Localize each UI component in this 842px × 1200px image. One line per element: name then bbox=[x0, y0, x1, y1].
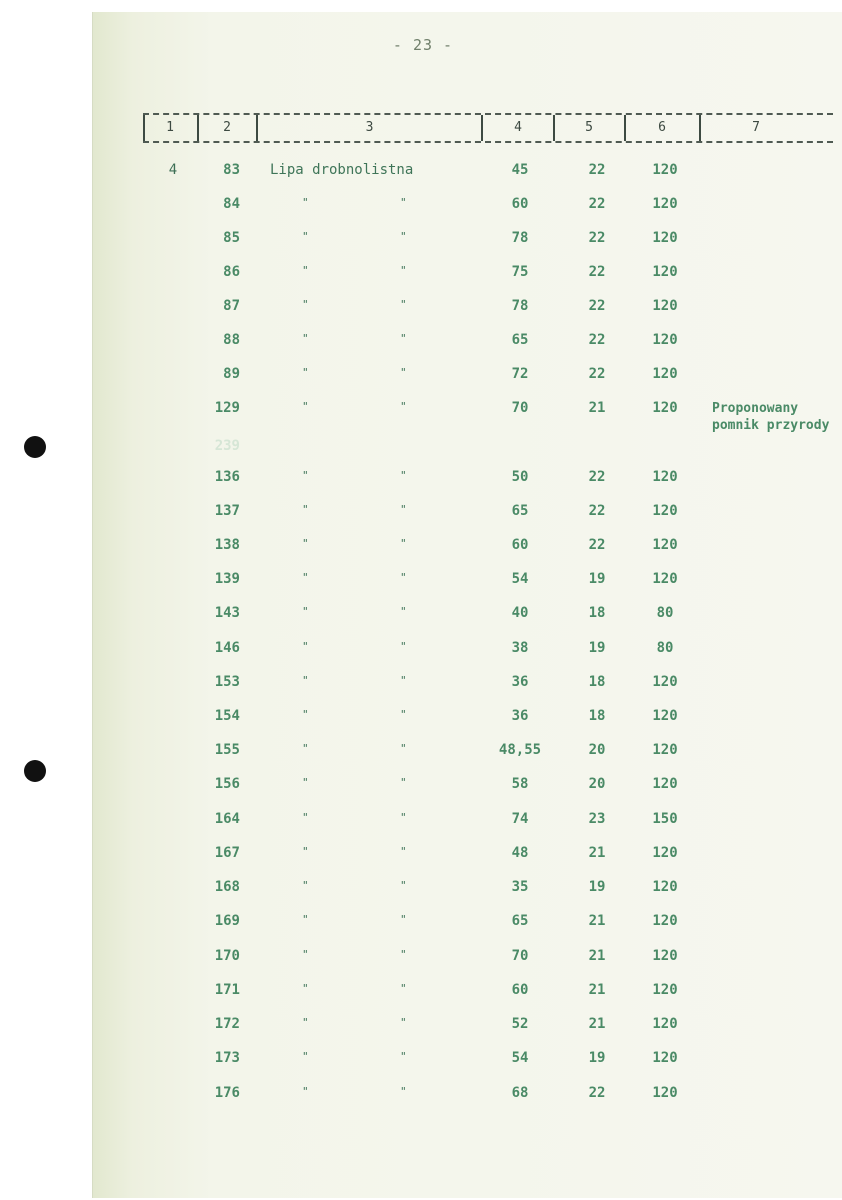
cell-col-5: 22 bbox=[588, 537, 606, 553]
ditto-mark-genus: " bbox=[302, 1016, 309, 1029]
cell-col-4: 60 bbox=[511, 982, 529, 998]
cell-col-2: 171 bbox=[214, 982, 240, 998]
table-row bbox=[0, 811, 842, 833]
ditto-mark-species: " bbox=[400, 537, 407, 550]
cell-col-6: 120 bbox=[652, 776, 678, 792]
cell-col-5: 19 bbox=[588, 879, 606, 895]
table-row bbox=[0, 776, 842, 798]
cell-col-5: 21 bbox=[588, 913, 606, 929]
cell-col-6: 120 bbox=[652, 1016, 678, 1032]
cell-col-2: 89 bbox=[223, 366, 240, 382]
header-col-1: 1 bbox=[166, 120, 174, 135]
ditto-mark-species: " bbox=[400, 1050, 407, 1063]
cell-col-6: 120 bbox=[652, 366, 678, 382]
cell-col-2: 172 bbox=[214, 1016, 240, 1032]
ditto-mark-genus: " bbox=[302, 982, 309, 995]
cell-col-2: 155 bbox=[214, 742, 240, 758]
ditto-mark-species: " bbox=[400, 264, 407, 277]
ditto-mark-species: " bbox=[400, 845, 407, 858]
ditto-mark-species: " bbox=[400, 1016, 407, 1029]
ditto-mark-genus: " bbox=[302, 503, 309, 516]
cell-col-6: 120 bbox=[652, 1050, 678, 1066]
cell-col-6: 80 bbox=[656, 640, 674, 656]
table-row bbox=[0, 230, 842, 252]
ditto-mark-species: " bbox=[400, 742, 407, 755]
ditto-mark-species: " bbox=[400, 811, 407, 824]
ditto-mark-species: " bbox=[400, 708, 407, 721]
ditto-mark-genus: " bbox=[302, 400, 309, 413]
ditto-mark-species: " bbox=[400, 674, 407, 687]
cell-col-2: 137 bbox=[214, 503, 240, 519]
cell-col-4: 72 bbox=[511, 366, 529, 382]
cell-col-2: 164 bbox=[214, 811, 240, 827]
ditto-mark-genus: " bbox=[302, 1050, 309, 1063]
cell-col-5: 22 bbox=[588, 162, 606, 178]
ditto-mark-genus: " bbox=[302, 913, 309, 926]
cell-col-4: 48,55 bbox=[498, 742, 542, 758]
table-row bbox=[0, 674, 842, 696]
ditto-mark-genus: " bbox=[302, 776, 309, 789]
cell-col-2: 83 bbox=[223, 162, 240, 178]
cell-col-6: 120 bbox=[652, 879, 678, 895]
cell-col-5: 18 bbox=[588, 674, 606, 690]
cell-col-5: 22 bbox=[588, 1085, 606, 1101]
cell-col-5: 21 bbox=[588, 948, 606, 964]
table-row bbox=[0, 537, 842, 559]
cell-col-5: 21 bbox=[588, 1016, 606, 1032]
cell-col-2: 138 bbox=[214, 537, 240, 553]
cell-col-5: 19 bbox=[588, 640, 606, 656]
ditto-mark-genus: " bbox=[302, 708, 309, 721]
cell-col-4: 78 bbox=[511, 230, 529, 246]
cell-col-2: 169 bbox=[214, 913, 240, 929]
table-row bbox=[0, 196, 842, 218]
cell-col-5: 21 bbox=[588, 400, 606, 416]
cell-col-2: 136 bbox=[214, 469, 240, 485]
table-row bbox=[0, 982, 842, 1004]
cell-col-6: 120 bbox=[652, 469, 678, 485]
cell-col-5: 22 bbox=[588, 366, 606, 382]
ditto-mark-genus: " bbox=[302, 948, 309, 961]
cell-col-5: 22 bbox=[588, 196, 606, 212]
cell-col-2: 85 bbox=[223, 230, 240, 246]
cell-col-5: 18 bbox=[588, 605, 606, 621]
table-row bbox=[0, 879, 842, 901]
ditto-mark-genus: " bbox=[302, 811, 309, 824]
ditto-mark-species: " bbox=[400, 605, 407, 618]
table-row bbox=[0, 332, 842, 354]
cell-col-2: 239 bbox=[214, 438, 240, 454]
cell-col-2: 143 bbox=[214, 605, 240, 621]
header-col-7: 7 bbox=[752, 120, 760, 135]
ditto-mark-species: " bbox=[400, 298, 407, 311]
cell-col-4: 54 bbox=[511, 1050, 529, 1066]
cell-col-4: 65 bbox=[511, 913, 529, 929]
ditto-mark-species: " bbox=[400, 400, 407, 413]
cell-col-6: 120 bbox=[652, 1085, 678, 1101]
ditto-mark-genus: " bbox=[302, 264, 309, 277]
cell-col-4: 60 bbox=[511, 196, 529, 212]
cell-col-5: 22 bbox=[588, 503, 606, 519]
cell-col-6: 120 bbox=[652, 196, 678, 212]
ditto-mark-genus: " bbox=[302, 537, 309, 550]
table-row bbox=[0, 1050, 842, 1072]
ditto-mark-species: " bbox=[400, 948, 407, 961]
cell-col-6: 120 bbox=[652, 400, 678, 416]
table-row bbox=[0, 264, 842, 286]
cell-col-7: Proponowany pomnik przyrody bbox=[712, 401, 830, 433]
cell-col-6: 120 bbox=[652, 503, 678, 519]
ditto-mark-species: " bbox=[400, 640, 407, 653]
cell-col-4: 65 bbox=[511, 332, 529, 348]
cell-col-6: 120 bbox=[652, 264, 678, 280]
ditto-mark-species: " bbox=[400, 503, 407, 516]
cell-col-5: 19 bbox=[588, 1050, 606, 1066]
cell-col-6: 80 bbox=[656, 605, 674, 621]
cell-col-4: 68 bbox=[511, 1085, 529, 1101]
ditto-mark-genus: " bbox=[302, 1085, 309, 1098]
ditto-mark-genus: " bbox=[302, 298, 309, 311]
cell-col-2: 168 bbox=[214, 879, 240, 895]
cell-col-4: 38 bbox=[511, 640, 529, 656]
table-row bbox=[0, 605, 842, 627]
table-row bbox=[0, 913, 842, 935]
cell-col-6: 150 bbox=[652, 811, 678, 827]
cell-col-2: 129 bbox=[214, 400, 240, 416]
cell-col-5: 18 bbox=[588, 708, 606, 724]
cell-col-6: 120 bbox=[652, 162, 678, 178]
header-col-2: 2 bbox=[223, 120, 231, 135]
cell-col-5: 20 bbox=[588, 742, 606, 758]
cell-col-2: 153 bbox=[214, 674, 240, 690]
cell-col-2: 88 bbox=[223, 332, 240, 348]
cell-col-3: Lipa drobnolistna bbox=[270, 162, 414, 178]
ditto-mark-genus: " bbox=[302, 742, 309, 755]
cell-col-4: 52 bbox=[511, 1016, 529, 1032]
ditto-mark-genus: " bbox=[302, 640, 309, 653]
table-row bbox=[0, 640, 842, 662]
table-row bbox=[0, 469, 842, 491]
ditto-mark-genus: " bbox=[302, 879, 309, 892]
cell-col-4: 78 bbox=[511, 298, 529, 314]
cell-col-5: 22 bbox=[588, 264, 606, 280]
table-row bbox=[0, 162, 842, 184]
ditto-mark-species: " bbox=[400, 879, 407, 892]
cell-col-2: 170 bbox=[214, 948, 240, 964]
cell-col-6: 120 bbox=[652, 742, 678, 758]
table-row bbox=[0, 571, 842, 593]
cell-col-6: 120 bbox=[652, 298, 678, 314]
cell-col-2: 176 bbox=[214, 1085, 240, 1101]
cell-col-4: 74 bbox=[511, 811, 529, 827]
cell-col-4: 48 bbox=[511, 845, 529, 861]
header-col-5: 5 bbox=[585, 120, 593, 135]
cell-col-4: 70 bbox=[511, 948, 529, 964]
ditto-mark-species: " bbox=[400, 982, 407, 995]
cell-col-4: 70 bbox=[511, 400, 529, 416]
ditto-mark-species: " bbox=[400, 913, 407, 926]
ditto-mark-species: " bbox=[400, 571, 407, 584]
ditto-mark-genus: " bbox=[302, 196, 309, 209]
table-row bbox=[0, 1085, 842, 1107]
ditto-mark-species: " bbox=[400, 230, 407, 243]
ditto-mark-genus: " bbox=[302, 845, 309, 858]
cell-col-4: 35 bbox=[511, 879, 529, 895]
ditto-mark-species: " bbox=[400, 776, 407, 789]
cell-col-6: 120 bbox=[652, 571, 678, 587]
table-row bbox=[0, 298, 842, 320]
cell-col-2: 86 bbox=[223, 264, 240, 280]
page-number: - 23 - bbox=[392, 36, 454, 54]
cell-col-4: 75 bbox=[511, 264, 529, 280]
header-col-4: 4 bbox=[514, 120, 522, 135]
table-row bbox=[0, 1016, 842, 1038]
cell-col-6: 120 bbox=[652, 913, 678, 929]
cell-col-6: 120 bbox=[652, 674, 678, 690]
cell-col-4: 60 bbox=[511, 537, 529, 553]
ditto-mark-genus: " bbox=[302, 230, 309, 243]
table-row bbox=[0, 708, 842, 730]
table-row bbox=[0, 742, 842, 764]
cell-col-6: 120 bbox=[652, 537, 678, 553]
cell-col-5: 21 bbox=[588, 982, 606, 998]
cell-col-4: 65 bbox=[511, 503, 529, 519]
cell-col-6: 120 bbox=[652, 948, 678, 964]
header-col-3: 3 bbox=[365, 120, 374, 135]
cell-col-4: 54 bbox=[511, 571, 529, 587]
ditto-mark-genus: " bbox=[302, 332, 309, 345]
cell-col-5: 22 bbox=[588, 298, 606, 314]
cell-col-6: 120 bbox=[652, 708, 678, 724]
cell-col-1: 4 bbox=[168, 162, 178, 178]
cell-col-2: 146 bbox=[214, 640, 240, 656]
cell-col-4: 36 bbox=[511, 708, 529, 724]
header-col-6: 6 bbox=[658, 120, 666, 135]
ditto-mark-genus: " bbox=[302, 366, 309, 379]
cell-col-2: 167 bbox=[214, 845, 240, 861]
cell-col-4: 50 bbox=[511, 469, 529, 485]
table-row bbox=[0, 845, 842, 867]
table-row bbox=[0, 438, 842, 460]
cell-col-5: 21 bbox=[588, 845, 606, 861]
cell-col-2: 139 bbox=[214, 571, 240, 587]
table-row bbox=[0, 948, 842, 970]
cell-col-5: 20 bbox=[588, 776, 606, 792]
cell-col-5: 22 bbox=[588, 230, 606, 246]
ditto-mark-species: " bbox=[400, 366, 407, 379]
cell-col-2: 173 bbox=[214, 1050, 240, 1066]
table-row bbox=[0, 503, 842, 525]
ditto-mark-species: " bbox=[400, 196, 407, 209]
table-row bbox=[0, 400, 842, 433]
cell-col-4: 45 bbox=[511, 162, 529, 178]
cell-col-5: 22 bbox=[588, 469, 606, 485]
ditto-mark-genus: " bbox=[302, 469, 309, 482]
cell-col-6: 120 bbox=[652, 845, 678, 861]
cell-col-4: 40 bbox=[511, 605, 529, 621]
ditto-mark-genus: " bbox=[302, 605, 309, 618]
cell-col-4: 58 bbox=[511, 776, 529, 792]
cell-col-2: 156 bbox=[214, 776, 240, 792]
cell-col-6: 120 bbox=[652, 230, 678, 246]
cell-col-6: 120 bbox=[652, 332, 678, 348]
ditto-mark-genus: " bbox=[302, 674, 309, 687]
table-row bbox=[0, 366, 842, 388]
ditto-mark-species: " bbox=[400, 332, 407, 345]
cell-col-5: 22 bbox=[588, 332, 606, 348]
table-header bbox=[143, 113, 833, 143]
cell-col-5: 23 bbox=[588, 811, 606, 827]
ditto-mark-species: " bbox=[400, 469, 407, 482]
cell-col-6: 120 bbox=[652, 982, 678, 998]
cell-col-5: 19 bbox=[588, 571, 606, 587]
cell-col-2: 84 bbox=[223, 196, 240, 212]
ditto-mark-genus: " bbox=[302, 571, 309, 584]
ditto-mark-species: " bbox=[400, 1085, 407, 1098]
cell-col-2: 87 bbox=[223, 298, 240, 314]
cell-col-4: 36 bbox=[511, 674, 529, 690]
cell-col-2: 154 bbox=[214, 708, 240, 724]
